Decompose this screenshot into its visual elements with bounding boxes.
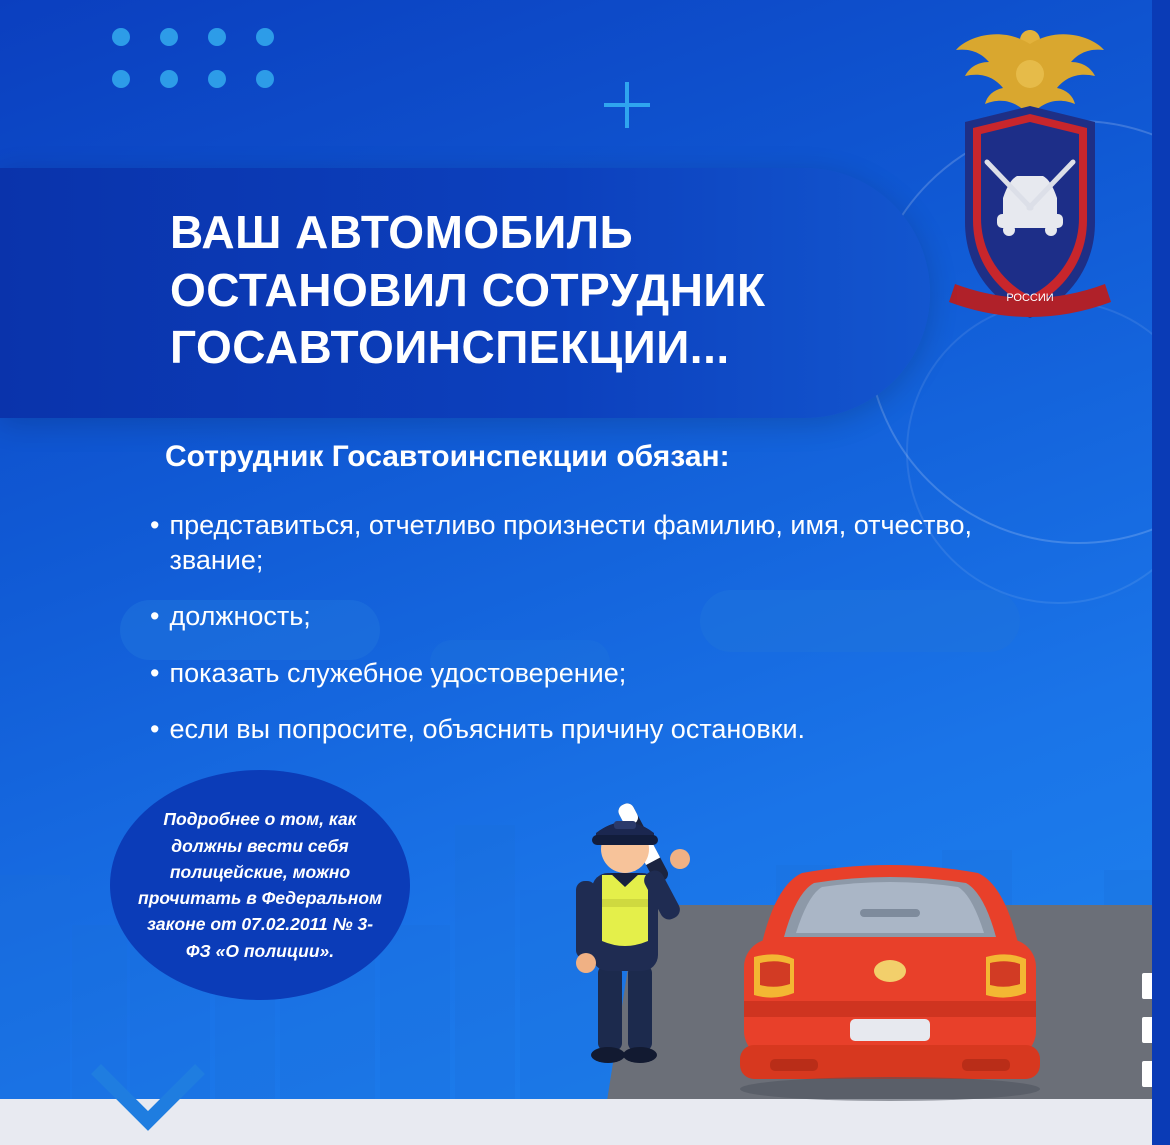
bullet-marker: •	[150, 601, 160, 632]
page-title: ВАШ АВТОМОБИЛЬ ОСТАНОВИЛ СОТРУДНИК ГОСАВТОИНСПЕКЦИИ...	[170, 206, 766, 373]
list-item-label: показать служебное удостоверение;	[169, 657, 627, 688]
plus-icon	[604, 82, 650, 128]
right-edge-strip	[1152, 0, 1170, 1145]
list-item	[150, 712, 1050, 747]
list-item	[150, 599, 1050, 634]
subtitle: Сотрудник Госавтоинспекции обязан:	[165, 440, 730, 473]
list-item-label: если вы попросите, объяснить причину остановки.	[169, 714, 806, 745]
mvd-emblem	[945, 22, 1115, 322]
list-item	[150, 656, 1050, 691]
red-car-illustration	[710, 823, 1070, 1103]
list-item-label: представиться, отчетливо произнести фамилию, имя, отчество, звание;	[169, 510, 972, 575]
note-text: Подробнее о том, как должны вести себя полицейские, можно прочитать в Федеральном законе от 07.02.2011 № 3-ФЗ «О полиции».	[138, 809, 382, 961]
bullet-marker: •	[150, 714, 160, 745]
title-plate	[0, 168, 930, 418]
list-item	[150, 508, 1050, 577]
chevron-down-icon	[88, 1057, 208, 1137]
bullet-marker: •	[150, 657, 160, 688]
dot-grid-decoration	[112, 28, 304, 112]
obligations-list	[150, 508, 1050, 769]
note-bubble	[110, 770, 410, 1000]
list-item-label: должность;	[169, 601, 311, 632]
bullet-marker: •	[150, 510, 160, 540]
emblem-motto: РОССИИ	[1006, 292, 1054, 304]
